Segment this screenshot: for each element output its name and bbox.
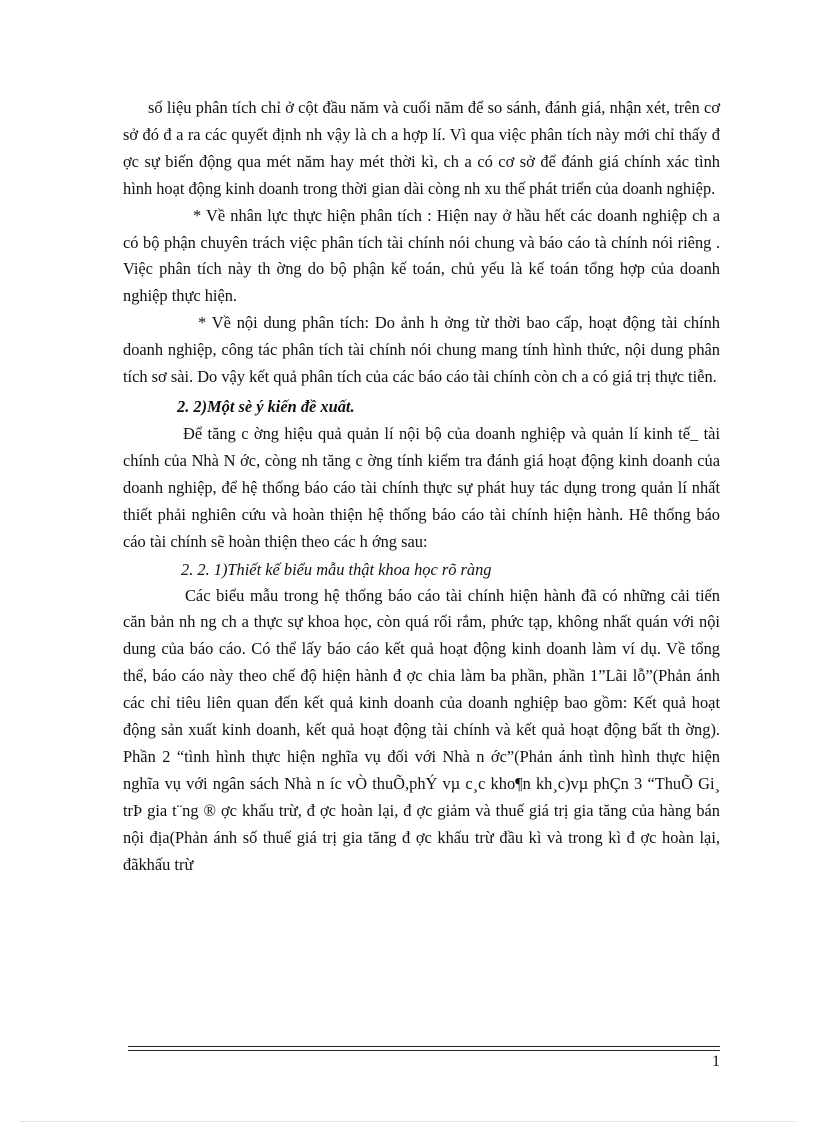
- paragraph-proposal-intro: Để tăng c ờng hiệu quả quản lí nội bộ của doanh nghiệp và quản lí kinh tế_ tài chính của Nhà N ớc, còng nh tăng c ờng tính kiểm tra đánh giá hoạt động kinh doanh của doanh nghiệp, để hệ thống báo cáo tài chính thực sự phát huy tác dụng trong quản lí nhất thiết phải nghiên cứu và hoàn thiện hệ thống báo cáo tài chính hiện hành. Hê thống báo cáo tài chính sẽ hoàn thiện theo các h ớng sau:: [123, 423, 720, 551]
- paragraph-human-resources: * Về nhân lực thực hiện phân tích : Hiện nay ở hầu hết các doanh nghiệp ch a có bộ phận chuyên trách việc phân tích tài chính nói chung và báo cáo tà chính nói riêng . Việc phân tích này th ờng do bộ phận kế toán, chủ yếu là kế toán tổng hợp của doanh nghiệp thực hiện.: [123, 205, 720, 306]
- page-number: 1: [712, 1053, 720, 1070]
- paragraph-analysis-content: * Về nội dung phân tích: Do ảnh h ởng từ thời bao cấp, hoạt động tài chính doanh nghiệp, công tác phân tích tài chính nói chung mang tính hình thức, nội dung phân tích sơ sài. Do vậy kết quả phân tích của các báo cáo tài chính còn ch a có giá trị thực tiễn.: [123, 313, 720, 387]
- paragraph-analysis-data: số liệu phân tích chỉ ở cột đầu năm và cuối năm để so sánh, đánh giá, nhận xét, trên cơ sở đó đ a ra các quyết định nh vậy là ch a hợp lí. Vì qua việc phân tích này mới chỉ thấy đ ợc sự biến động qua mét năm hay mét thời kì, ch a có cơ sở để đánh giá chính xác tình hình hoạt động kinh doanh trong thời gian dài còng nh xu thế phát triển của doanh nghiệp.: [123, 98, 720, 198]
- paragraph-form-design: Các biểu mẫu trong hệ thống báo cáo tài chính hiện hành đã có những cải tiến căn bản nh ng ch a thực sự khoa học, còn quá rối rắm, phức tạp, không nhất quán với nội dung của báo cáo. Có thể lấy báo cáo kết quả hoạt động kinh doanh làm ví dụ. Về tổng thể, báo cáo này theo chế độ hiện hành đ ợc chia làm ba phần, phần 1”Lãi lỗ”(Phản ánh các chỉ tiêu liên quan đến kết quả kinh doanh của doanh nghiệp bao gồm: Kết quả hoạt động sản xuất kinh doanh, kết quả hoạt động tài chính và kết quả hoạt động bất th ờng). Phần 2 “tình hình thực hiện nghĩa vụ đối với Nhà n ớc”(Phản ánh tình hình thực hiện nghĩa vụ với ngân sách Nhà n íc vÒ thuÕ,phÝ vµ c¸c kho¶n kh¸c)vµ phÇn 3 “ThuÕ Gi¸ trÞ gia t¨ng ® ợc khấu trừ, đ ợc hoàn lại, đ ợc giảm và thuế giá trị gia tăng của hàng bán nội địa(Phản ánh số thuế giá trị gia tăng đ ợc khấu trừ đầu kì và trong kì đ ợc hoàn lại, đãkhấu trừ: [123, 585, 720, 874]
- page-body: [123, 95, 720, 878]
- section-heading-proposals: 2. 2)Một sè ý kiến đề xuất.: [177, 396, 355, 416]
- page-edge-divider: [20, 1121, 796, 1122]
- footer-rule-top: [128, 1046, 720, 1047]
- subsection-heading-form-design: 2. 2. 1)Thiết kế biểu mẫu thật khoa học rõ ràng: [181, 559, 492, 579]
- footer-rule-bottom: [128, 1050, 720, 1051]
